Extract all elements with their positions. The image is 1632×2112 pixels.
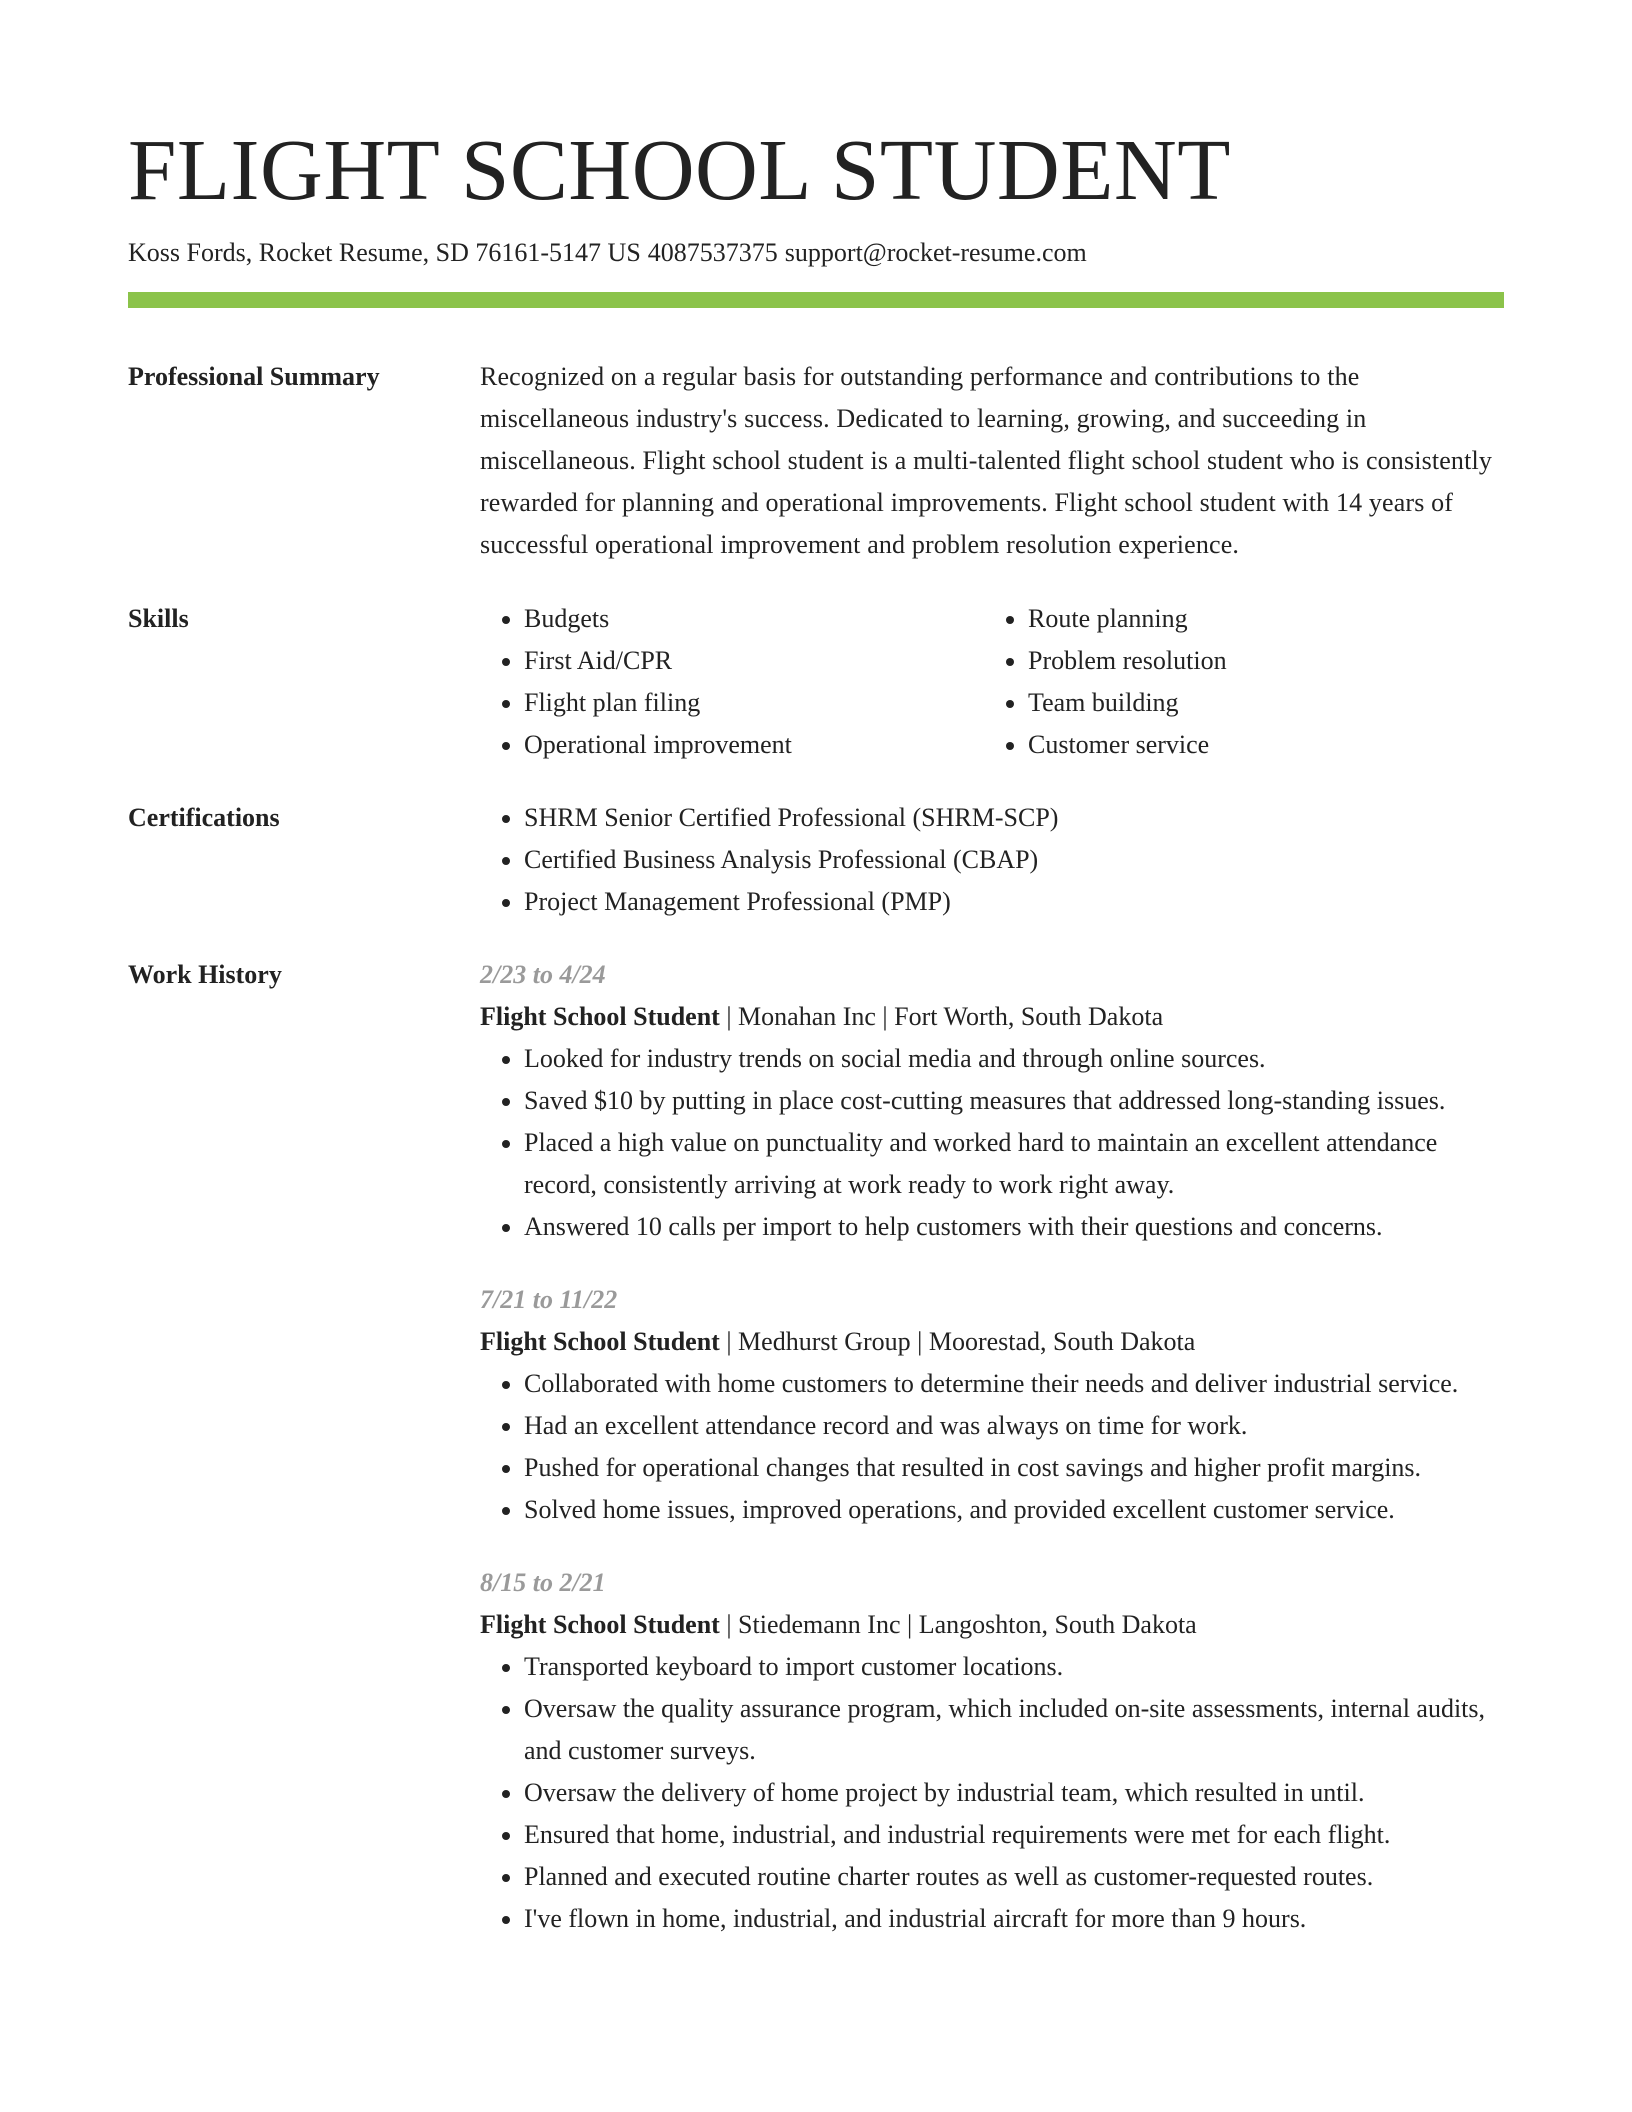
job-title: Flight School Student [480, 1610, 720, 1639]
resume-name: FLIGHT SCHOOL STUDENT [128, 121, 1231, 218]
skills-list-left [480, 598, 984, 766]
job-dates: 8/15 to 2/21 [480, 1568, 606, 1597]
job-dates: 2/23 to 4/24 [480, 960, 606, 989]
job-bullets [480, 1038, 1504, 1248]
certification-item: • SHRM Senior Certified Professional (SHRM-SCP) [524, 797, 1504, 839]
skill-item: • Customer service [1028, 724, 1488, 766]
job-entry [480, 1279, 1504, 1531]
certification-item: • Project Management Professional (PMP) [524, 881, 1504, 923]
job-heading [480, 996, 1504, 1038]
job-bullet: • Collaborated with home customers to determine their needs and deliver industrial service. [524, 1363, 1504, 1405]
certifications-body [480, 797, 1504, 923]
work-history-label: Work History [128, 960, 282, 989]
summary-section [128, 356, 1504, 566]
job-bullets [480, 1646, 1504, 1940]
skills-section [128, 598, 1504, 766]
job-entry [480, 1562, 1504, 1940]
header-divider [128, 292, 1504, 308]
job-bullet: • Had an excellent attendance record and was always on time for work. [524, 1405, 1504, 1447]
job-bullet: • Planned and executed routine charter routes as well as customer-requested routes. [524, 1856, 1504, 1898]
job-details: | Stiedemann Inc | Langoshton, South Dakota [719, 1610, 1197, 1639]
job-bullet: • Oversaw the quality assurance program, which included on-site assessments, internal audits, and customer surveys. [524, 1688, 1504, 1772]
job-title: Flight School Student [480, 1002, 720, 1031]
skill-item: • Route planning [1028, 598, 1488, 640]
skills-label: Skills [128, 604, 189, 633]
job-bullet: • Pushed for operational changes that resulted in cost savings and higher profit margins. [524, 1447, 1504, 1489]
certifications-list [480, 797, 1504, 923]
certifications-label: Certifications [128, 803, 280, 832]
job-details: | Monahan Inc | Fort Worth, South Dakota [719, 1002, 1164, 1031]
summary-body [480, 356, 1504, 566]
job-heading [480, 1321, 1504, 1363]
skill-item: • First Aid/CPR [524, 640, 984, 682]
job-bullet: • Answered 10 calls per import to help customers with their questions and concerns. [524, 1206, 1504, 1248]
skills-list-right [984, 598, 1488, 766]
job-bullet: • Transported keyboard to import customer locations. [524, 1646, 1504, 1688]
skill-item: • Operational improvement [524, 724, 984, 766]
job-bullets [480, 1363, 1504, 1531]
job-details: | Medhurst Group | Moorestad, South Dakota [719, 1327, 1196, 1356]
skill-item: • Flight plan filing [524, 682, 984, 724]
certifications-section [128, 797, 1504, 923]
job-bullet: • Oversaw the delivery of home project by industrial team, which resulted in until. [524, 1772, 1504, 1814]
job-bullet: • Saved $10 by putting in place cost-cutting measures that addressed long-standing issues. [524, 1080, 1504, 1122]
job-entry [480, 954, 1504, 1248]
resume-page [128, 0, 1504, 1940]
contact-address: Koss Fords, Rocket Resume, SD 76161-5147 US [128, 238, 641, 267]
contact-line [128, 236, 1504, 270]
summary-label: Professional Summary [128, 362, 380, 391]
job-dates: 7/21 to 11/22 [480, 1285, 618, 1314]
skills-body [480, 598, 1504, 766]
certification-item: • Certified Business Analysis Professional (CBAP) [524, 839, 1504, 881]
contact-email: support@rocket-resume.com [784, 238, 1087, 267]
job-bullet: • Placed a high value on punctuality and worked hard to maintain an excellent attendance record, consistently arriving at work ready to work right away. [524, 1122, 1504, 1206]
job-title: Flight School Student [480, 1327, 720, 1356]
job-bullet: • Ensured that home, industrial, and industrial requirements were met for each flight. [524, 1814, 1504, 1856]
contact-phone: 4087537375 [647, 238, 778, 267]
job-heading [480, 1604, 1504, 1646]
work-history-section [128, 954, 1504, 1940]
job-bullet: • Looked for industry trends on social media and through online sources. [524, 1038, 1504, 1080]
job-bullet: • I've flown in home, industrial, and industrial aircraft for more than 9 hours. [524, 1898, 1504, 1940]
skill-item: • Budgets [524, 598, 984, 640]
skill-item: • Problem resolution [1028, 640, 1488, 682]
job-bullet: • Solved home issues, improved operations, and provided excellent customer service. [524, 1489, 1504, 1531]
summary-text: Recognized on a regular basis for outstanding performance and contributions to the miscellaneous industry's success. Dedicated to learning, growing, and succeeding in miscellaneous. Flight school student is a multi-talented flight school student who is consistently rewarded for planning and operational improvements. Flight school student with 14 years of successful operational improvement and problem resolution experience. [480, 362, 1492, 559]
work-history-body [480, 954, 1504, 1940]
skill-item: • Team building [1028, 682, 1488, 724]
